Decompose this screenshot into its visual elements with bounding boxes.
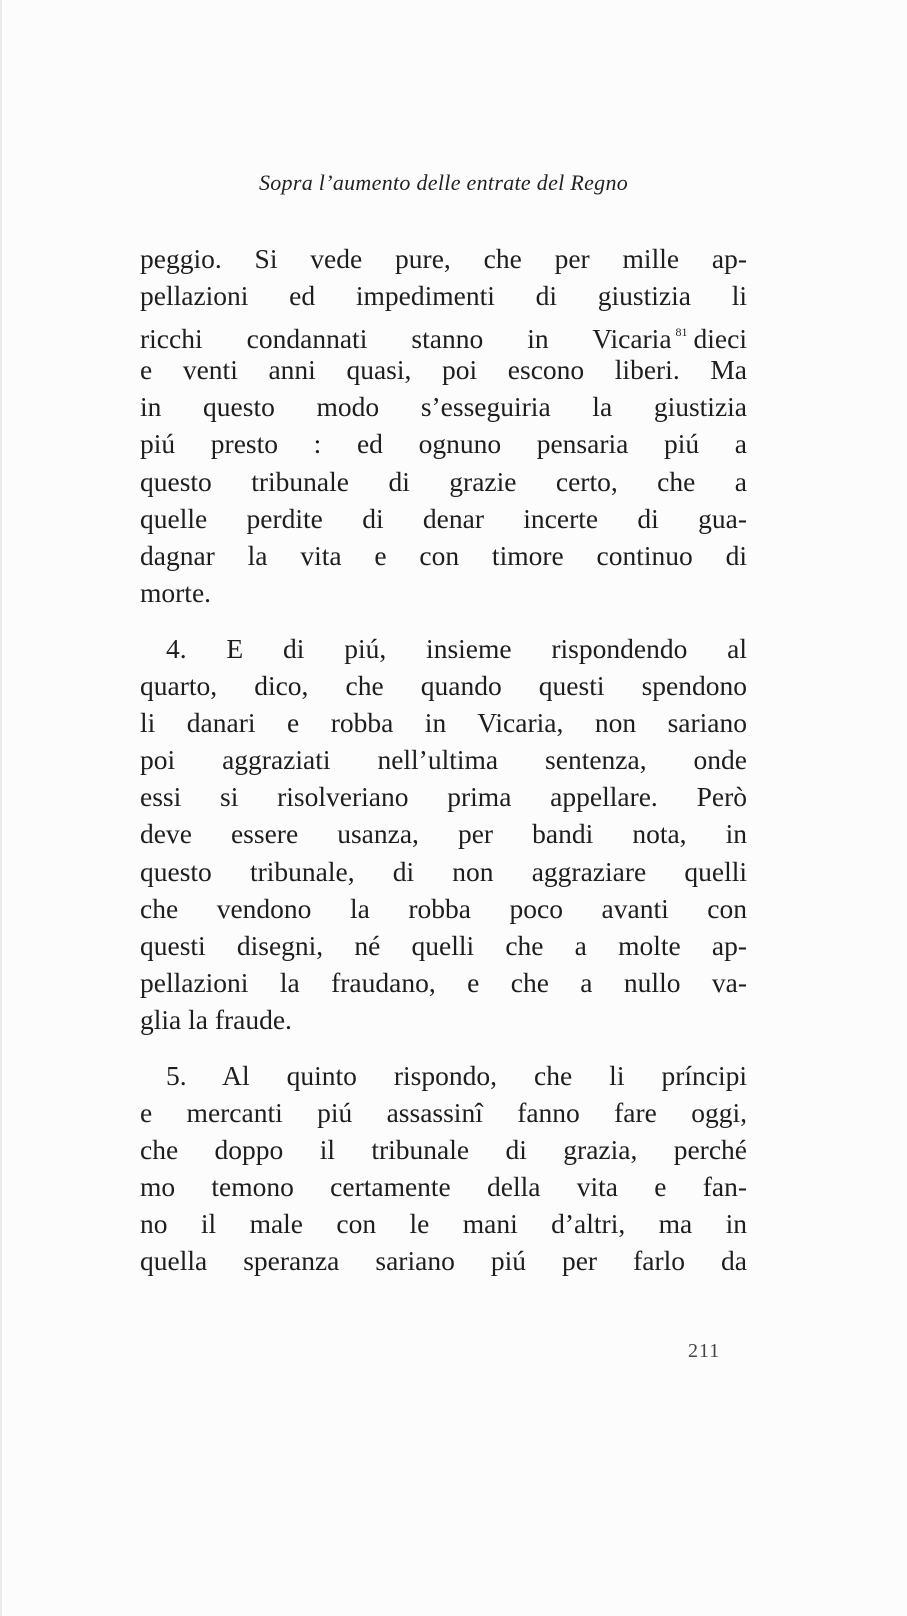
paragraph (140, 240, 747, 611)
text-line: quarto, dico, che quando questi spendono (140, 670, 747, 702)
text-line: quella speranza sariano piú per farlo da (140, 1245, 747, 1277)
text-line: glia la fraude. (140, 1003, 292, 1035)
text-line: e venti anni quasi, poi escono liberi. Ma (140, 354, 747, 386)
body-text (140, 240, 747, 1299)
text-line: questo tribunale, di non aggraziare quelli (140, 855, 747, 887)
footnote-marker[interactable]: 81 (675, 325, 688, 340)
running-head: Sopra l’aumento delle entrate del Regno (258, 170, 629, 195)
text-line: in questo modo s’esseguiria la giustizia (140, 391, 747, 423)
text-fragment: ricchi condannati stanno in Vicaria (140, 323, 672, 355)
text-line: 4. E di piú, insieme rispondendo al (166, 632, 747, 664)
text-line: deve essere usanza, per bandi nota, in (140, 818, 747, 850)
text-line: morte. (140, 576, 212, 608)
text-line: essi si risolveriano prima appellare. Però (140, 781, 747, 813)
paragraph (140, 630, 747, 1038)
text-line: mo temono certamente della vita e fan- (140, 1171, 747, 1203)
text-line: questi disegni, né quelli che a molte ap- (140, 929, 747, 961)
text-line: e mercanti piú assassinî fanno fare oggi, (140, 1097, 747, 1129)
paragraph (140, 1057, 747, 1280)
text-line: poi aggraziati nell’ultima sentenza, onde (140, 744, 747, 776)
text-line: dagnar la vita e con timore continuo di (140, 539, 747, 571)
text-line: peggio. Si vede pure, che per mille ap- (140, 243, 747, 274)
text-line: quelle perdite di denar incerte di gua- (140, 502, 747, 534)
page-number: 211 (688, 1340, 721, 1362)
text-line: 5. Al quinto rispondo, che li príncipi (166, 1059, 747, 1091)
text-line: che doppo il tribunale di grazia, perché (140, 1134, 747, 1166)
text-line-with-footnote (140, 314, 747, 355)
text-line: che vendono la robba poco avanti con (140, 892, 747, 924)
text-line: no il male con le mani d’altri, ma in (140, 1208, 747, 1240)
scan-edge (0, 0, 2, 1616)
text-line: li danari e robba in Vicaria, non sariano (140, 707, 747, 739)
text-line: questo tribunale di grazie certo, che a (140, 465, 747, 497)
text-fragment: dieci (693, 323, 747, 355)
text-line: piú presto : ed ognuno pensaria piú a (140, 428, 747, 460)
text-line: pellazioni ed impedimenti di giustizia li (140, 280, 747, 312)
text-line: pellazioni la fraudano, e che a nullo va- (140, 966, 747, 998)
